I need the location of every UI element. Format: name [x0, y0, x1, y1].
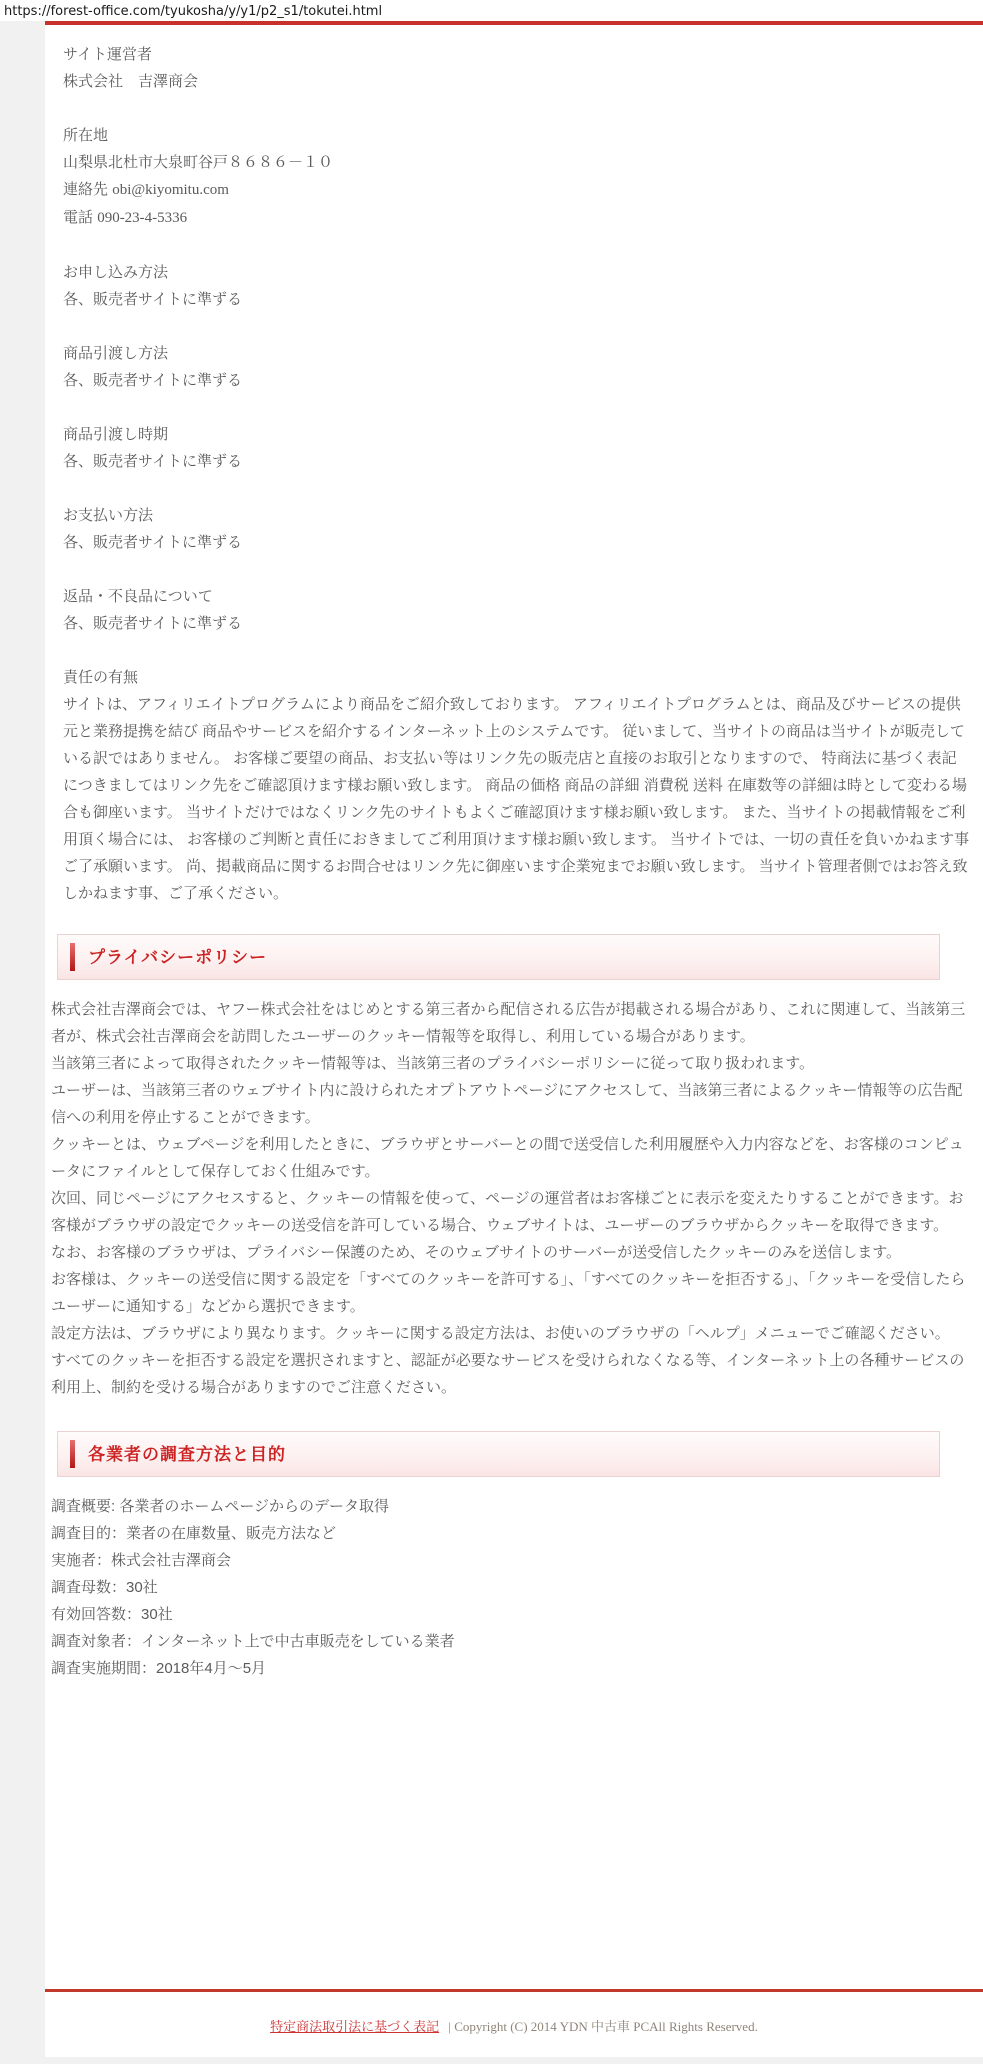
privacy-paragraph: すべてのクッキーを拒否する設定を選択されますと、認証が必要なサービスを受けられなくなる等、インターネット上の各種サービスの利用上、制約を受ける場合がありますのでご注意ください。 — [51, 1352, 965, 1396]
privacy-paragraph: なお、お客様のブラウザは、プライバシー保護のため、そのウェブサイトのサーバーが送受信したクッキーのみを送信します。 — [51, 1244, 902, 1261]
section-value: サイトは、アフィリエイトプログラムにより商品をご紹介致しております。 アフィリエイトプログラムとは、商品及びサービスの提供元と業務提携を結び 商品やサービスを紹介するインターネット上のシステムです。 従いまして、当サイトの商品は当サイトが販売している訳ではありません。 お客様ご要望の商品、お支払い等はリンク先の販売店と直接のお取引となりますので、 特商法に基づく表記につきましてはリンク先をご確認頂けます様お願い致します。 商品の価格 商品の詳細 消費税 送料 在庫数等の詳細は時として変わる場合も御座います。 当サイトだけではなくリンク先のサイトもよくご確認頂けます様お願い致します。 また、当サイトの掲載情報をご利用頂く場合には、 お客様のご判断と責任におきましてご利用頂けます様お願い致します。 当サイトでは、一切の責任を負いかねます事ご了承願います。 尚、掲載商品に関するお問合せはリンク先に御座います企業宛までお願い致します。 当サイト管理者側ではお答え致しかねます事、ご了承ください。 — [63, 696, 970, 902]
section-order-method — [63, 259, 971, 313]
section-payment-method — [63, 502, 971, 556]
section-value: 株式会社 吉澤商会 — [63, 73, 199, 90]
privacy-policy-text — [51, 996, 971, 1401]
section-value: 山梨県北杜市大泉町谷戸８６８６－１０ — [63, 154, 334, 171]
privacy-paragraph: お客様は、クッキーの送受信に関する設定を「すべてのクッキーを許可する」、「すべてのクッキーを拒否する」、「クッキーを受信したらユーザーに通知する」などから選択できます。 — [51, 1271, 966, 1315]
tokutei-info — [63, 41, 971, 907]
privacy-paragraph: クッキーとは、ウェブページを利用したときに、ブラウザとサーバーとの間で送受信した利用履歴や入力内容などを、お客様のコンピュータにファイルとして保存しておく仕組みです。 — [51, 1136, 964, 1180]
survey-line: 調査母数：30社 — [51, 1579, 158, 1596]
contact-email: obi@kiyomitu.com — [112, 182, 229, 198]
contact-line — [63, 176, 971, 204]
section-label: 返品・不良品について — [63, 588, 213, 605]
red-accent-bar — [70, 1440, 75, 1468]
footer — [45, 1989, 983, 2057]
privacy-paragraph: 当該第三者によって取得されたクッキー情報等は、当該第三者のプライバシーポリシーに従って取り扱われます。 — [51, 1055, 815, 1072]
section-value: 各、販売者サイトに準ずる — [63, 453, 242, 470]
section-returns — [63, 583, 971, 637]
survey-line: 調査対象者：インターネット上で中古車販売をしている業者 — [51, 1633, 455, 1650]
privacy-policy-header — [57, 934, 940, 980]
footer-copyright: | Copyright (C) 2014 YDN 中古車 PCAll Rights Reserved. — [448, 2019, 758, 2034]
section-delivery-method — [63, 340, 971, 394]
section-label: 責任の有無 — [63, 669, 139, 686]
survey-header — [57, 1431, 940, 1477]
survey-line: 有効回答数：30社 — [51, 1606, 173, 1623]
section-label: 商品引渡し時期 — [63, 426, 169, 443]
privacy-paragraph: 株式会社吉澤商会では、ヤフー株式会社をはじめとする第三者から配信される広告が掲載される場合があり、これに関連して、当該第三者が、株式会社吉澤商会を訪問したユーザーのクッキー情報等を取得し、利用している場合があります。 — [51, 1001, 966, 1045]
privacy-policy-title: プライバシーポリシー — [88, 947, 268, 967]
section-label: 所在地 — [63, 127, 109, 144]
page-content — [45, 25, 983, 1989]
section-site-operator — [63, 41, 971, 95]
section-label: サイト運営者 — [63, 46, 152, 63]
privacy-paragraph: ユーザーは、当該第三者のウェブサイト内に設けられたオプトアウトページにアクセスして、当該第三者によるクッキー情報等の広告配信への利用を停止することができます。 — [51, 1082, 963, 1126]
privacy-paragraph: 設定方法は、ブラウザにより異なります。クッキーに関する設定方法は、お使いのブラウザの「ヘルプ」メニューでご確認ください。 — [51, 1325, 950, 1342]
survey-title: 各業者の調査方法と目的 — [88, 1444, 286, 1464]
section-value: 各、販売者サイトに準ずる — [63, 615, 242, 632]
section-label: お支払い方法 — [63, 507, 154, 524]
url-bar — [0, 0, 983, 21]
section-responsibility — [63, 664, 971, 907]
phone-label: 電話 — [63, 209, 94, 226]
phone-line — [63, 204, 971, 232]
contact-label: 連絡先 — [63, 181, 109, 198]
section-label: 商品引渡し方法 — [63, 345, 169, 362]
survey-line: 調査実施期間：2018年4月～5月 — [51, 1660, 267, 1677]
page-url: https://forest-office.com/tyukosha/y/y1/p2_s1/tokutei.html — [4, 4, 383, 19]
privacy-paragraph: 次回、同じページにアクセスすると、クッキーの情報を使って、ページの運営者はお客様ごとに表示を変えたりすることができます。お客様がブラウザの設定でクッキーの送受信を許可している場合、ウェブサイトは、ユーザーのブラウザからクッキーを取得できます。 — [51, 1190, 964, 1234]
survey-line: 調査目的：業者の在庫数量、販売方法など — [51, 1525, 337, 1542]
section-label: お申し込み方法 — [63, 264, 169, 281]
red-accent-bar — [70, 943, 75, 971]
section-value: 各、販売者サイトに準ずる — [63, 534, 242, 551]
section-delivery-time — [63, 421, 971, 475]
survey-line: 調査概要: 各業者のホームページからのデータ取得 — [51, 1498, 390, 1515]
main-container — [45, 21, 983, 2057]
survey-info — [51, 1493, 971, 1682]
section-address — [63, 122, 971, 232]
section-value: 各、販売者サイトに準ずる — [63, 291, 242, 308]
footer-tokutei-link[interactable]: 特定商法取引法に基づく表記 — [270, 2019, 440, 2034]
survey-line: 実施者：株式会社吉澤商会 — [51, 1552, 232, 1569]
section-value: 各、販売者サイトに準ずる — [63, 372, 242, 389]
phone-number: 090-23-4-5336 — [97, 210, 188, 226]
